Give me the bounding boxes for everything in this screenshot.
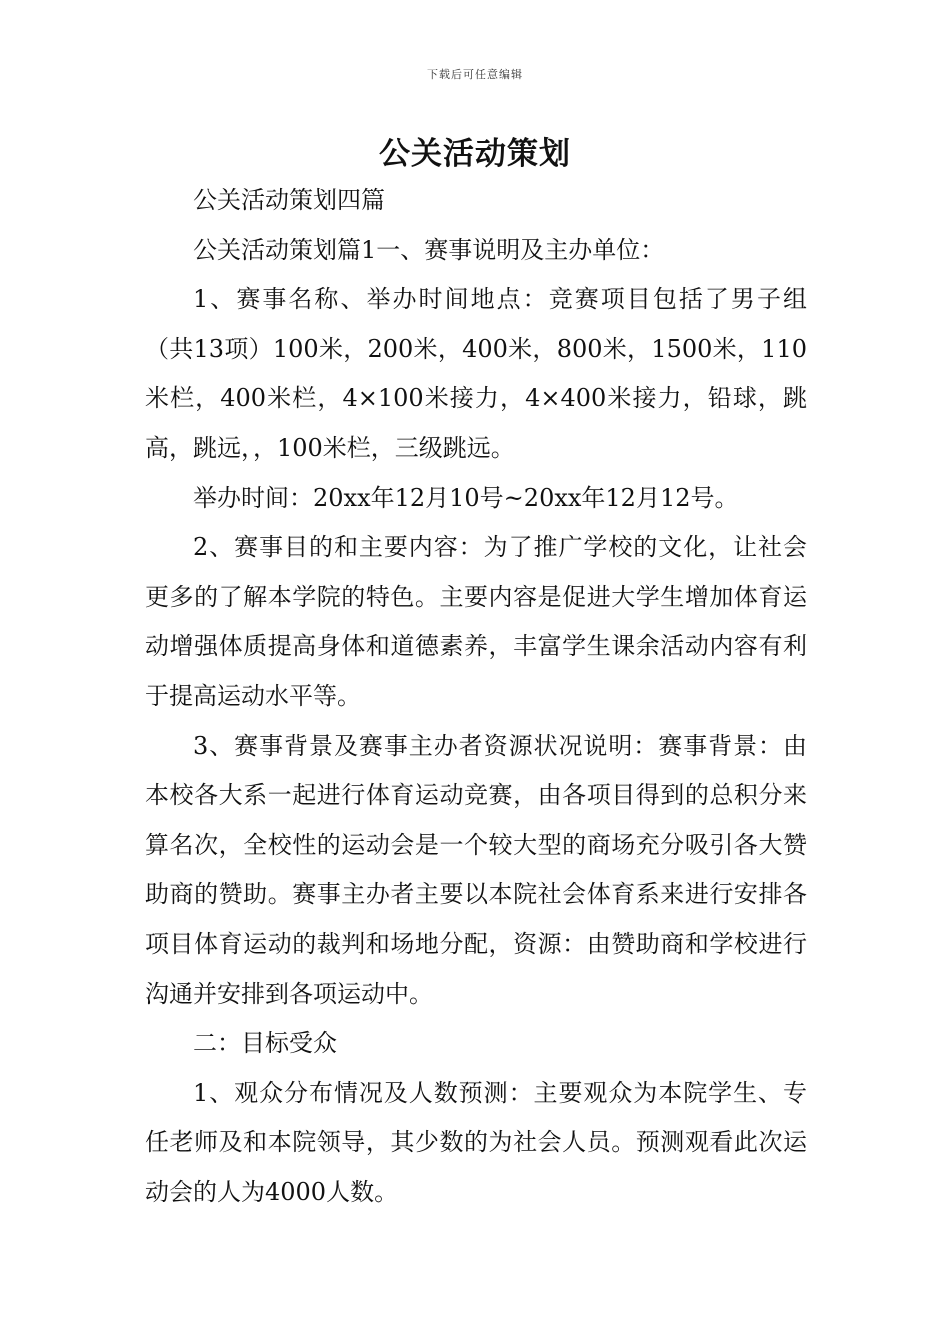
section-heading: 二：目标受众	[193, 1029, 337, 1058]
paragraph: 公关活动策划篇1一、赛事说明及主办单位：	[193, 235, 665, 264]
paragraph: 公关活动策划四篇	[193, 186, 385, 214]
paragraph: 举办时间：20xx年12月10号~20xx年12月12号。	[193, 483, 739, 512]
paragraph: 3、赛事背景及赛事主办者资源状况说明：赛事背景：由本校各大系一起进行体育运动竞赛，由各项目得到的总积分来算名次，全校性的运动会是一个较大型的商场充分吸引各大赞助商的赞助。赛事主办者主要以本院社会体育系来进行安排各项目体育运动的裁判和场地分配，资源：由赞助商和学校进行沟通并安排到各项运动中。	[145, 731, 807, 1008]
header-note: 下载后可任意编辑	[427, 68, 523, 81]
paragraph: 2、赛事目的和主要内容：为了推广学校的文化，让社会更多的了解本学院的特色。主要内容是促进大学生增加体育运动增强体质提高身体和道德素养，丰富学生课余活动内容有利于提高运动水平等。	[145, 533, 807, 710]
paragraph: 1、赛事名称、举办时间地点：竞赛项目包括了男子组（共13项）100米，200米，400米，800米，1500米，110米栏，400米栏，4×100米接力，4×400米接力，铅球，跳高，跳远，，100米栏，三级跳远。	[145, 285, 807, 462]
document-body	[145, 176, 807, 1217]
document-title: 公关活动策划	[379, 136, 571, 172]
paragraph: 1、观众分布情况及人数预测：主要观众为本院学生、专任老师及和本院领导，其少数的为社会人员。预测观看此次运动会的人为4000人数。	[145, 1078, 807, 1206]
